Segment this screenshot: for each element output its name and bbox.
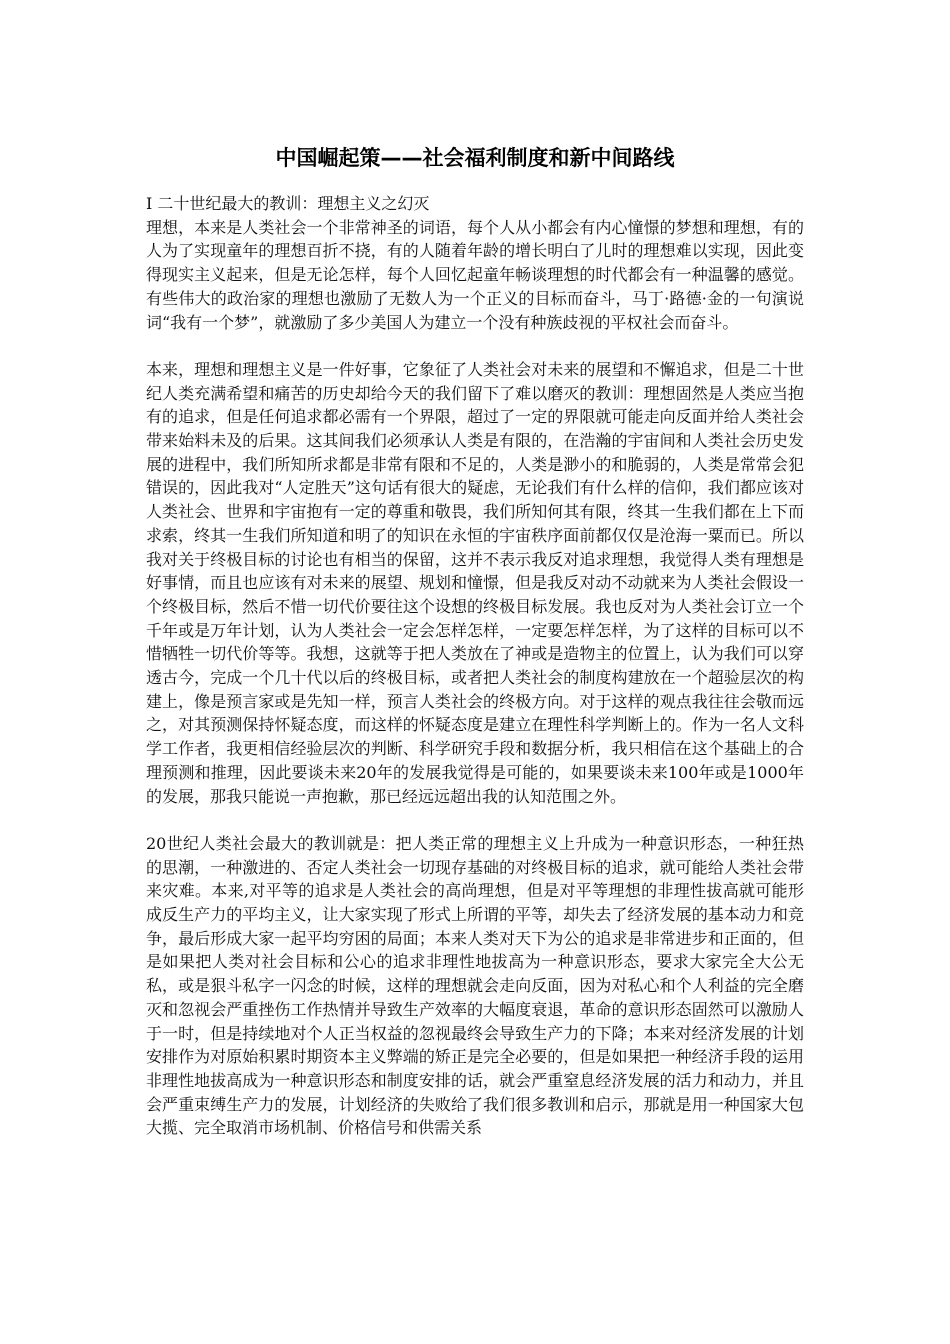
section-heading: I 二十世纪最大的教训：理想主义之幻灭 <box>146 194 430 213</box>
paragraph: 20世纪人类社会最大的教训就是：把人类正常的理想主义上升成为一种意识形态，一种狂热的思潮，一种激进的、否定人类社会一切现存基础的对终极目标的追求，就可能给人类社会带来灾难。本来,对平等的追求是人类社会的高尚理想，但是对平等理想的非理性拔高就可能形成反生产力的平均主义，让大家实现了形式上所谓的平等，却失去了经济发展的基本动力和竞争，最后形成大家一起平均穷困的局面；本来人类对天下为公的追求是非常进步和正面的，但是如果把人类对社会目标和公心的追求非理性地拔高为一种意识形态，要求大家完全大公无私，或是狠斗私字一闪念的时候，这样的理想就会走向反面，因为对私心和个人利益的完全磨灭和忽视会严重挫伤工作热情并导致生产效率的大幅度衰退，革命的意识形态固然可以激励人于一时，但是持续地对个人正当权益的忽视最终会导致生产力的下降；本来对经济发展的计划安排作为对原始积累时期资本主义弊端的矫正是完全必要的，但是如果把一种经济手段的运用非理性地拔高成为一种意识形态和制度安排的话，就会严重窒息经济发展的活力和动力，并且会严重束缚生产力的发展，计划经济的失败给了我们很多教训和启示，那就是用一种国家大包大揽、完全取消市场机制、价格信号和供需关系 <box>146 833 804 1138</box>
document-body <box>146 192 804 1164</box>
document-title: 中国崛起策——社会福利制度和新中间路线 <box>275 146 675 170</box>
paragraph: 本来，理想和理想主义是一件好事，它象征了人类社会对未来的展望和不懈追求，但是二十世纪人类充满希望和痛苦的历史却给今天的我们留下了难以磨灭的教训：理想固然是人类应当抱有的追求，但是任何追求都必需有一个界限，超过了一定的界限就可能走向反面并给人类社会带来始料未及的后果。这其间我们必须承认人类是有限的，在浩瀚的宇宙间和人类社会历史发展的进程中，我们所知所求都是非常有限和不足的，人类是渺小的和脆弱的，人类是常常会犯错误的，因此我对“人定胜天”这句话有很大的疑虑，无论我们有什么样的信仰，我们都应该对人类社会、世界和宇宙抱有一定的尊重和敬畏，我们所知何其有限，终其一生我们都在上下而求索，终其一生我们所知道和明了的知识在永恒的宇宙秩序面前都仅仅是沧海一粟而已。所以我对关于终极目标的讨论也有相当的保留，这并不表示我反对追求理想，我觉得人类有理想是好事情，而且也应该有对未来的展望、规划和憧憬，但是我反对动不动就来为人类社会假设一个终极目标，然后不惜一切代价要往这个设想的终极目标发展。我也反对为人类社会订立一个千年或是万年计划，认为人类社会一定会怎样怎样，一定要怎样怎样，为了这样的目标可以不惜牺牲一切代价等等。我想，这就等于把人类放在了神或是造物主的位置上，认为我们可以穿透古今，完成一个几十代以后的终极目标，或者把人类社会的制度构建放在一个超验层次的构建上，像是预言家或是先知一样，预言人类社会的终极方向。对于这样的观点我往往会敬而远之，对其预测保持怀疑态度，而这样的怀疑态度是建立在理性科学判断上的。作为一名人文科学工作者，我更相信经验层次的判断、科学研究手段和数据分析，我只相信在这个基础上的合理预测和推理，因此要谈未来20年的发展我觉得是可能的，如果要谈未来100年或是1000年的发展，那我只能说一声抱歉，那已经远远超出我的认知范围之外。 <box>146 359 804 806</box>
paragraph: 理想，本来是人类社会一个非常神圣的词语，每个人从小都会有内心憧憬的梦想和理想，有的人为了实现童年的理想百折不挠，有的人随着年龄的增长明白了儿时的理想难以实现，因此变得现实主义起来，但是无论怎样，每个人回忆起童年畅谈理想的时代都会有一种温馨的感觉。有些伟大的政治家的理想也激励了无数人为一个正义的目标而奋斗，马丁·路德·金的一句演说词“我有一个梦”，就激励了多少美国人为建立一个没有种族歧视的平权社会而奋斗。 <box>146 217 804 332</box>
